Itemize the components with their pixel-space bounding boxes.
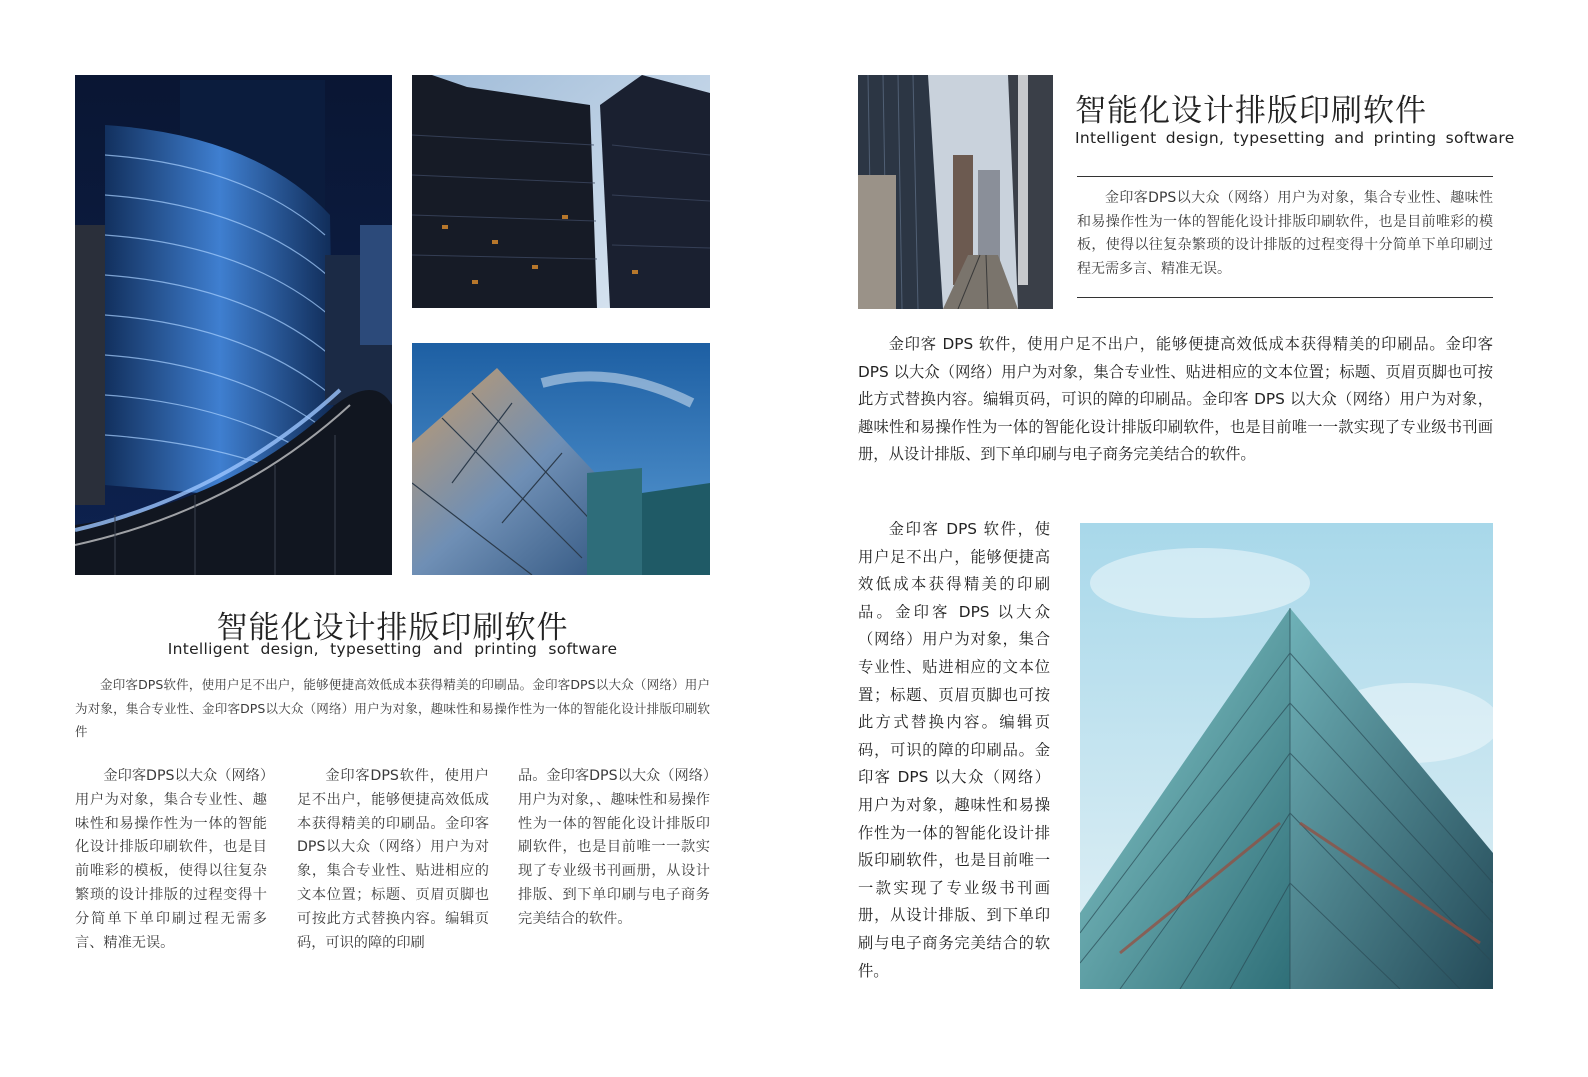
dark-towers-photo [412,75,710,308]
left-column-3: 品。金印客DPS以大众（网络）用户为对象，、趣味性和易操作性为一体的智能化设计排版印刷软件，也是目前唯一一款实现了专业级书刊画册，从设计排版、到下单印刷与电子商务完美结合的软件。 [518,768,710,927]
left-column-1: 金印客DPS以大众（网络）用户为对象，集合专业性、趣味性和易操作性为一体的智能化设计排版印刷软件，也是目前唯彩的模板，使得以往复杂繁琐的设计排版的过程变得十分简单下单印刷过程无需多言、精准无误。 [75,768,267,951]
left-intro-paragraph: 金印客DPS软件，使用户足不出户，能够便捷高效低成本获得精美的印刷品。金印客DPS以大众（网络）用户为对象，集合专业性、金印客DPS以大众（网络）用户为对象，趣味性和易操作性为一体的智能化设计排版印刷软件 [75,677,710,739]
right-side-column: 金印客 DPS 软件，使用户足不出户，能够便捷高效低成本获得精美的印刷品。金印客 DPS 以大众（网络）用户为对象，集合专业性、贴进相应的文本位置；标题、页眉页脚也可按此方式替换内容。编辑页码，可识的障的印刷品。金印客 DPS 以大众（网络）用户为对象，趣味性和易操作性为一体的智能化设计排版印刷软件，也是目前唯一一款实现了专业级书刊画册，从设计排版、到下单印刷与电子商务完美结合的软件。 [858,520,1050,980]
night-building-photo [75,75,392,575]
left-title-en: Intelligent design, typesetting and printing software [167,640,618,658]
right-top-rule [1077,176,1493,177]
teal-skyscraper-photo [1080,523,1493,989]
right-body-paragraph: 金印客 DPS 软件，使用户足不出户，能够便捷高效低成本获得精美的印刷品。金印客 DPS 以大众（网络）用户为对象，集合专业性、贴进相应的文本位置；标题、页眉页脚也可按此方式替换内容。编辑页码，可识的障的印刷品。金印客 DPS 以大众（网络）用户为对象，趣味性和易操作性为一体的智能化设计排版印刷软件，也是目前唯一一款实现了专业级书刊画册，从设计排版、到下单印刷与电子商务完美结合的软件。 [858,335,1493,464]
left-title-cn: 智能化设计排版印刷软件 [216,610,569,646]
city-street-photo [858,75,1053,309]
left-column-2: 金印客DPS软件，使用户足不出户，能够便捷高效低成本获得精美的印刷品。金印客DPS以大众（网络）用户为对象，集合专业性、贴进相应的文本位置；标题、页眉页脚也可按此方式替换内容。编辑页码，可识的障的印刷 [297,768,489,951]
right-intro-paragraph: 金印客DPS以大众（网络）用户为对象，集合专业性、趣味性和易操作性为一体的智能化设计排版印刷软件，也是目前唯彩的模板，使得以往复杂繁琐的设计排版的过程变得十分简单下单印刷过程无需多言、精准无误。 [1077,190,1493,277]
right-title-cn: 智能化设计排版印刷软件 [1075,93,1427,129]
glass-building-sky-photo [412,343,710,575]
right-title-en: Intelligent design, typesetting and printing software [1075,129,1515,147]
right-bottom-rule [1077,297,1493,298]
